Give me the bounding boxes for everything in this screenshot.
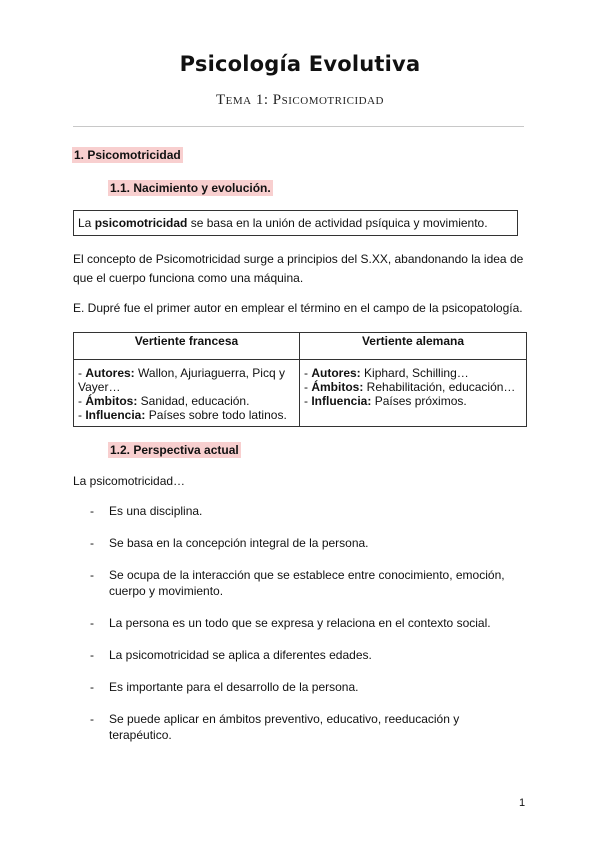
paragraph-dupre: E. Dupré fue el primer autor en emplear el término en el campo de la psicopatología. [73,301,523,315]
perspective-intro: La psicomotricidad… [73,474,186,488]
list-item: - La psicomotricidad se aplica a diferentes edades. [90,648,372,662]
french-line: - Influencia: Países sobre todo latinos. [78,408,287,422]
german-line: - Autores: Kiphard, Schilling… [304,366,469,380]
list-item: - Es importante para el desarrollo de la persona. [90,680,359,694]
paragraph-origin: El concepto de Psicomotricidad surge a principios del S.XX, abandonando la idea de que el cuerpo funciona como una máquina. [73,252,524,285]
french-line: - Autores: Wallon, Ajuriaguerra, Picq y Vayer… [78,366,285,394]
list-item: - Es una disciplina. [90,504,203,518]
list-item: - Se basa en la concepción integral de la persona. [90,536,369,550]
subsection-heading-text: 1.1. Nacimiento y evolución. [110,181,271,195]
perspective-list [90,503,510,759]
definition-prefix: La [78,216,95,230]
table-cell-german [300,360,527,427]
page-number: 1 [519,797,526,809]
definition-rest: se basa en la unión de actividad psíquica y movimiento. [187,216,488,230]
list-item: - La persona es un todo que se expresa y relaciona en el contexto social. [90,616,491,630]
document-subtitle: Tema 1: Psicomotricidad [216,92,384,108]
table-cell-french [74,360,300,427]
definition-box [73,210,518,236]
french-line: - Ámbitos: Sanidad, educación. [78,394,250,408]
section-heading [72,146,183,164]
subsection-heading [108,179,273,197]
table-header-french: Vertiente francesa [74,333,300,360]
list-item: - Se puede aplicar en ámbitos preventivo, educativo, reeducación y terapéutico. [90,712,460,742]
document-title: Psicología Evolutiva [179,52,421,76]
german-line: - Influencia: Países próximos. [304,394,467,408]
german-line: - Ámbitos: Rehabilitación, educación… [304,380,516,394]
vertientes-table [73,332,527,427]
definition-term: psicomotricidad [94,216,188,230]
section-heading-text: 1. Psicomotricidad [74,148,181,162]
title-divider [73,126,524,127]
subsection-heading [108,441,241,459]
list-item: - Se ocupa de la interacción que se establece entre conocimiento, emoción, cuerpo y movimiento. [90,568,505,598]
subsection-heading-text: 1.2. Perspectiva actual [110,443,239,457]
table-header-german: Vertiente alemana [300,333,527,360]
